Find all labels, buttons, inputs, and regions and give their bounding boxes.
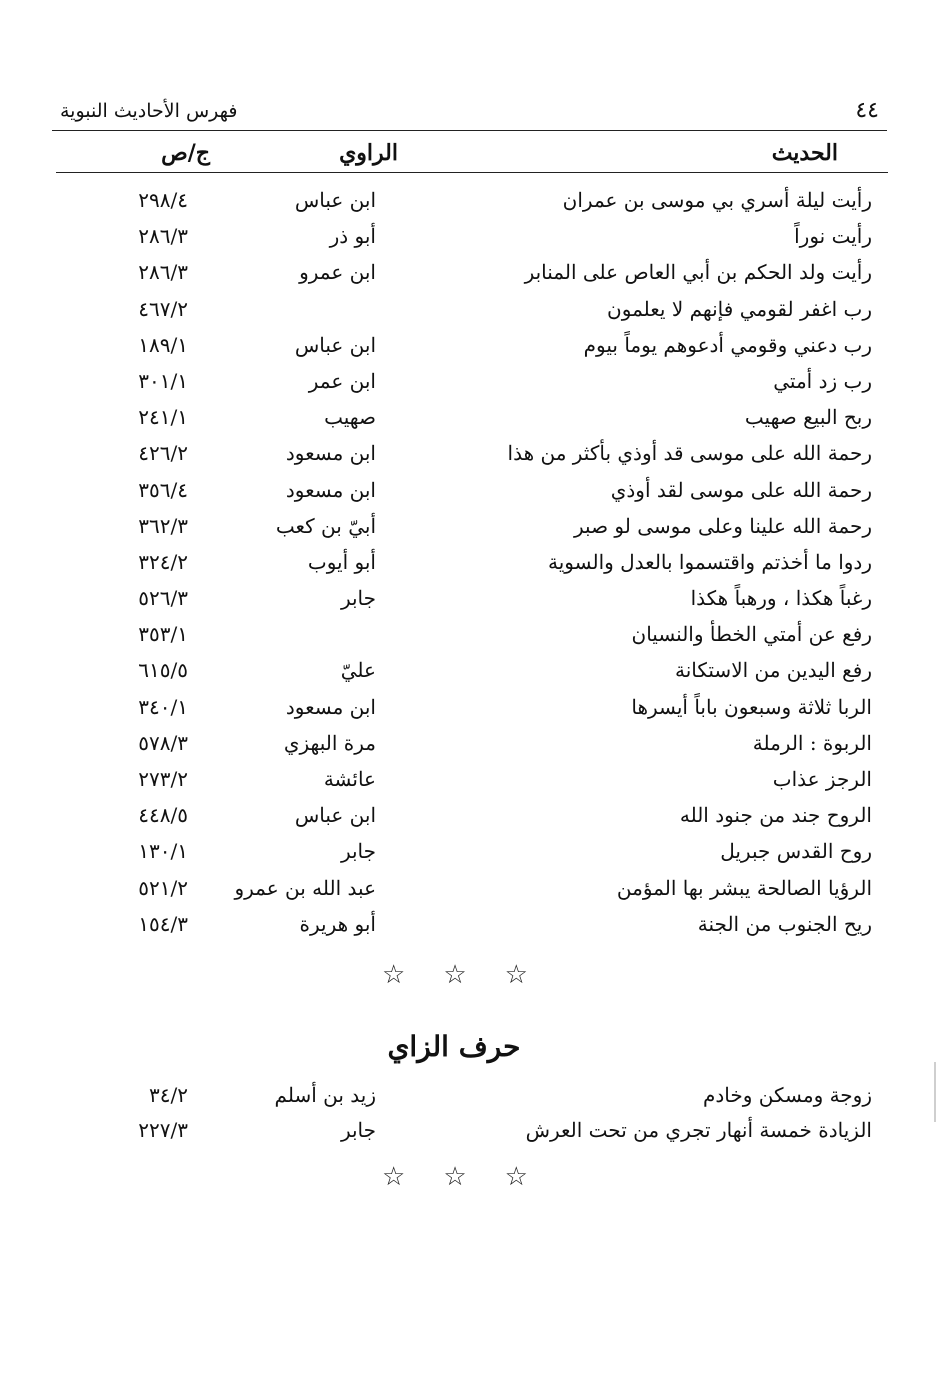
narrator-name: ابن عباس xyxy=(294,188,376,212)
narrator-name: عليّ xyxy=(340,658,376,683)
index-row xyxy=(56,184,888,220)
hadith-text: ردوا ما أخذتم واقتسموا بالعدل والسوية xyxy=(548,549,872,574)
volume-page-reference: ٣٠١/١ xyxy=(138,368,188,393)
volume-page-reference: ٥٢١/٢ xyxy=(138,875,188,900)
hadith-text: رأيت ليلة أسري بي موسى بن عمران xyxy=(562,188,872,212)
volume-page-reference: ١٨٩/١ xyxy=(138,332,188,357)
volume-page-reference: ٢٤١/١ xyxy=(138,405,188,430)
hadith-text: رب اغفر لقومي فإنهم لا يعلمون xyxy=(607,296,872,321)
column-header-hadith: الحديث xyxy=(771,140,838,166)
volume-page-reference: ١٥٤/٣ xyxy=(138,911,188,936)
volume-page-reference: ٥٧٨/٣ xyxy=(138,730,188,755)
hadith-text: رب دعني وقومي أدعوهم يوماً بيوم xyxy=(583,332,872,357)
section-entries-list xyxy=(56,1079,888,1149)
volume-page-reference: ٤٢٦/٢ xyxy=(138,441,188,466)
index-row xyxy=(56,582,888,618)
narrator-name: أبيّ بن كعب xyxy=(275,513,376,538)
section-title: حرف الزاي xyxy=(387,1030,521,1063)
hadith-text: رحمة الله على موسى قد أوذي بأكثر من هذا xyxy=(507,441,872,466)
narrator-name: ابن مسعود xyxy=(285,694,376,719)
narrator-name: صهيب xyxy=(324,405,376,430)
index-row xyxy=(56,654,888,690)
index-row xyxy=(56,546,888,582)
volume-page-reference: ٣٥٦/٤ xyxy=(138,477,188,502)
index-row xyxy=(56,365,888,401)
hadith-index-list xyxy=(56,184,888,944)
scan-edge-mark xyxy=(934,1062,936,1122)
volume-page-reference: ١٣٠/١ xyxy=(138,839,188,864)
column-header-reference: ج/ص xyxy=(161,140,210,166)
narrator-name: أبو هريرة xyxy=(299,911,376,936)
index-row xyxy=(56,618,888,654)
hadith-text: رفع عن أمتي الخطأ والنسيان xyxy=(631,622,872,647)
hadith-text: الربا ثلاثة وسبعون باباً أيسرها xyxy=(631,694,872,719)
book-title: فهرس الأحاديث النبوية xyxy=(60,100,238,122)
column-header-row xyxy=(56,138,888,173)
hadith-text: الروح جند من جنود الله xyxy=(679,803,872,828)
volume-page-reference: ٤٤٨/٥ xyxy=(138,803,188,828)
volume-page-reference: ٥٢٦/٣ xyxy=(138,586,188,611)
volume-page-reference: ٢٩٨/٤ xyxy=(138,188,188,212)
volume-page-reference: ٦١٥/٥ xyxy=(138,658,188,683)
hadith-text: ريح الجنوب من الجنة xyxy=(697,911,872,936)
volume-page-reference: ٢٨٦/٣ xyxy=(138,224,188,249)
hadith-text: رب زد أمتي xyxy=(773,368,872,393)
hadith-text: رأيت ولد الحكم بن أبي العاص على المنابر xyxy=(524,260,872,285)
hadith-text: رفع اليدين من الاستكانة xyxy=(674,658,872,683)
index-row xyxy=(56,329,888,365)
hadith-text: الربوة : الرملة xyxy=(752,730,872,755)
index-row xyxy=(56,763,888,799)
volume-page-reference: ٢٧٣/٢ xyxy=(138,767,188,791)
narrator-name: جابر xyxy=(340,1118,376,1142)
hadith-text: رحمة الله علينا وعلى موسى لو صبر xyxy=(574,513,872,538)
index-row xyxy=(56,510,888,546)
narrator-name: عائشة xyxy=(323,767,376,791)
index-row xyxy=(56,256,888,292)
index-row xyxy=(56,401,888,437)
index-row xyxy=(56,835,888,871)
hadith-text: رغباً هكذا ، ورهباً هكذا xyxy=(690,586,872,611)
hadith-text: الرجز عذاب xyxy=(772,767,872,791)
narrator-name: أبو ذر xyxy=(329,224,376,249)
narrator-name: ابن مسعود xyxy=(285,477,376,502)
narrator-name: ابن مسعود xyxy=(285,441,376,466)
section-separator: ☆☆☆ xyxy=(382,960,566,990)
hadith-text: روح القدس جبريل xyxy=(720,839,872,864)
volume-page-reference: ٣٥٣/١ xyxy=(138,622,188,647)
volume-page-reference: ٣٤/٢ xyxy=(149,1083,188,1107)
narrator-name: أبو أيوب xyxy=(307,549,376,574)
narrator-name: ابن عباس xyxy=(294,332,376,357)
hadith-text: رأيت نوراً xyxy=(794,224,872,249)
index-row xyxy=(56,908,888,944)
index-row xyxy=(56,691,888,727)
narrator-name: جابر xyxy=(340,586,376,611)
section-end-separator: ☆☆☆ xyxy=(382,1162,566,1192)
index-row xyxy=(56,727,888,763)
hadith-text: رحمة الله على موسى لقد أوذي xyxy=(610,477,872,502)
index-row xyxy=(56,872,888,908)
volume-page-reference: ٣٤٠/١ xyxy=(138,694,188,719)
index-row xyxy=(56,1079,888,1114)
index-row xyxy=(56,293,888,329)
narrator-name: ابن عمرو xyxy=(299,260,376,285)
hadith-text: ربح البيع صهيب xyxy=(744,405,872,430)
index-row xyxy=(56,220,888,256)
volume-page-reference: ٣٦٢/٣ xyxy=(138,513,188,538)
narrator-name: جابر xyxy=(340,839,376,864)
volume-page-reference: ٢٢٧/٣ xyxy=(138,1118,188,1142)
narrator-name: ابن عمر xyxy=(308,368,376,393)
hadith-text: الزيادة خمسة أنهار تجري من تحت العرش xyxy=(525,1118,872,1142)
column-header-narrator: الراوي xyxy=(339,140,398,166)
volume-page-reference: ٤٦٧/٢ xyxy=(138,296,188,321)
hadith-text: زوجة ومسكن وخادم xyxy=(702,1083,872,1107)
narrator-name: ابن عباس xyxy=(294,803,376,828)
narrator-name: زيد بن أسلم xyxy=(274,1083,376,1107)
volume-page-reference: ٣٢٤/٢ xyxy=(138,549,188,574)
volume-page-reference: ٢٨٦/٣ xyxy=(138,260,188,285)
index-row xyxy=(56,437,888,473)
narrator-name: عبد الله بن عمرو xyxy=(234,875,376,900)
hadith-text: الرؤيا الصالحة يبشر بها المؤمن xyxy=(616,875,872,900)
page-number: ٤٤ xyxy=(855,98,879,123)
narrator-name: مرة البهزي xyxy=(283,730,376,755)
index-row xyxy=(56,1114,888,1149)
running-header xyxy=(52,96,887,131)
index-row xyxy=(56,799,888,835)
index-row xyxy=(56,474,888,510)
